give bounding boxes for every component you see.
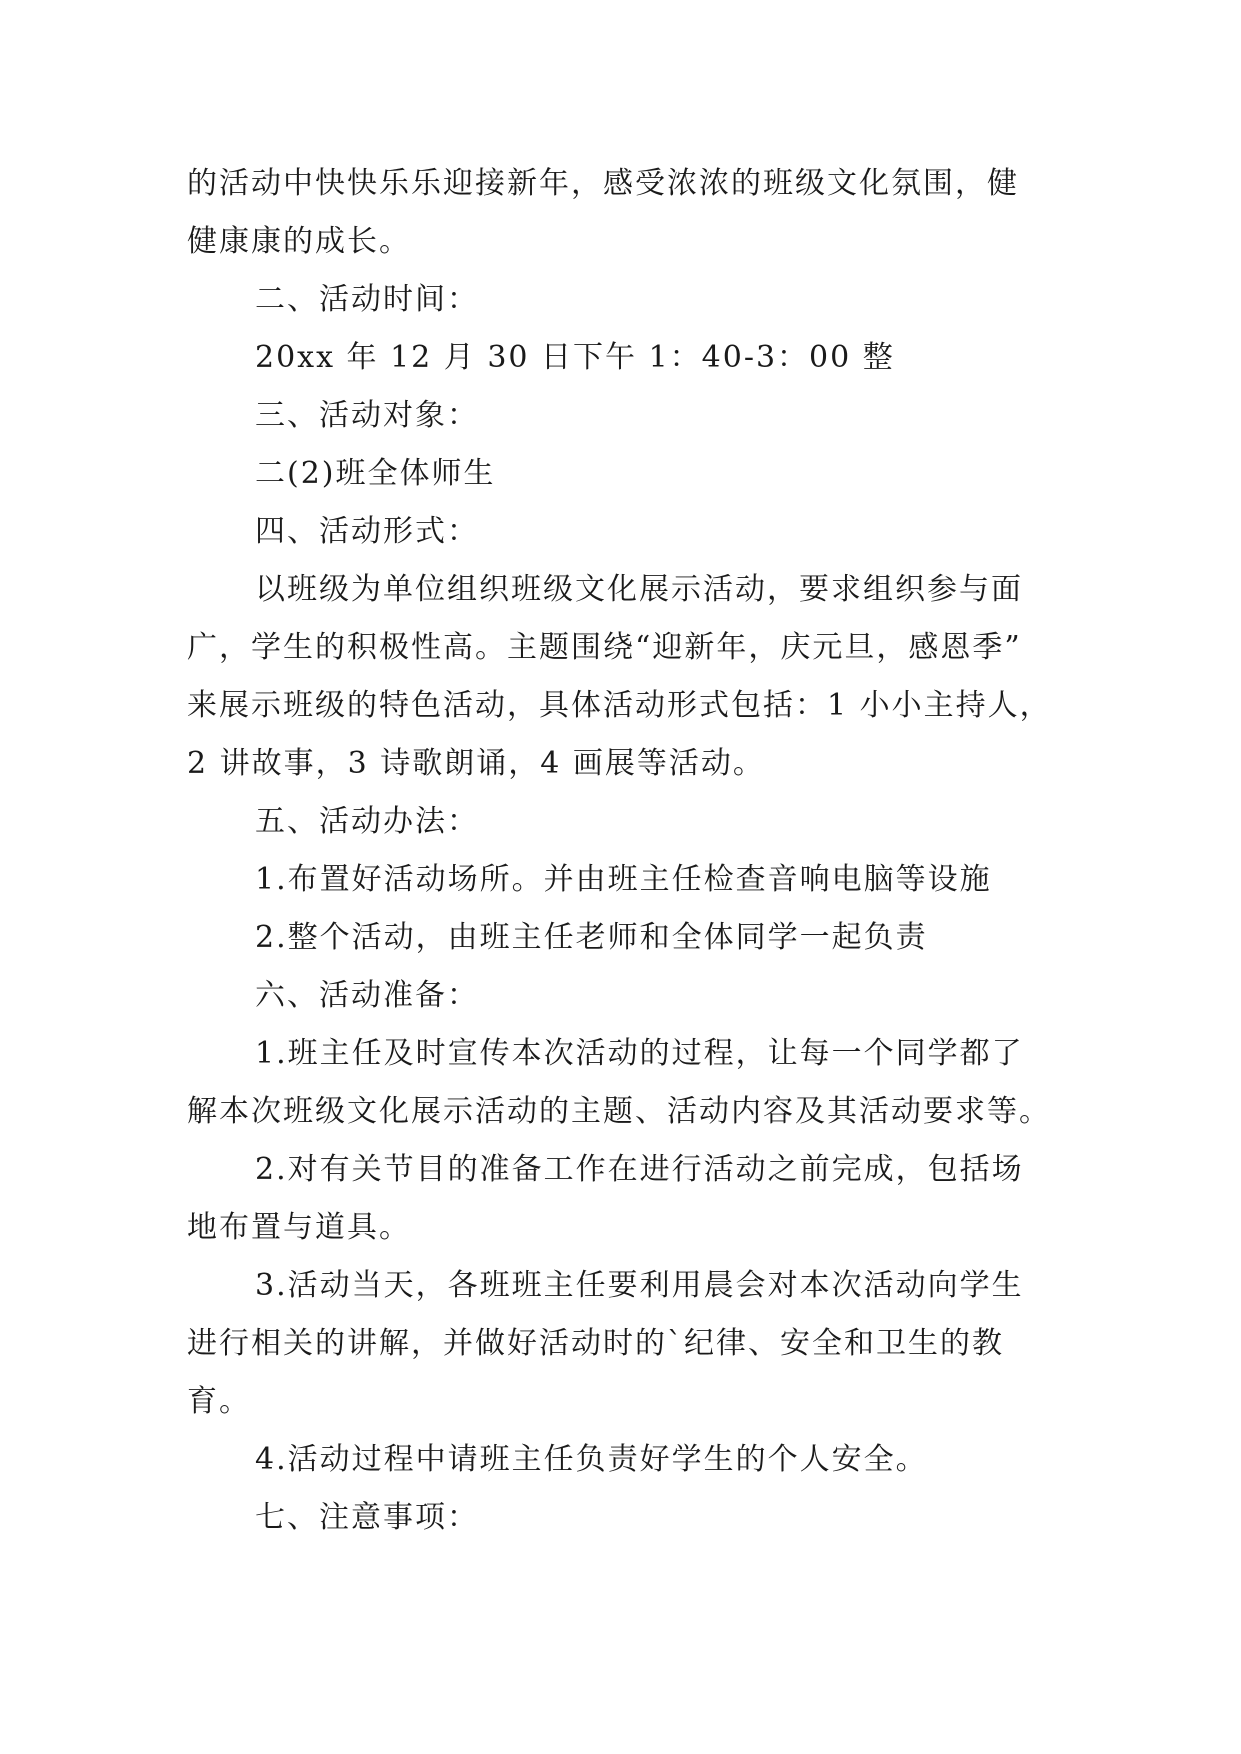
list-item: 1.布置好活动场所。并由班主任检查音响电脑等设施	[255, 862, 992, 897]
paragraph-line: 广，学生的积极性高。主题围绕“迎新年，庆元旦，感恩季”	[187, 630, 1022, 665]
paragraph-line: 以班级为单位组织班级文化展示活动，要求组织参与面	[255, 572, 1023, 607]
list-item: 1.班主任及时宣传本次活动的过程，让每一个同学都了	[255, 1036, 1024, 1071]
list-item: 2.对有关节目的准备工作在进行活动之前完成，包括场	[255, 1152, 1024, 1187]
paragraph-line: 健康康的成长。	[187, 224, 411, 259]
section-heading: 二、活动时间：	[255, 282, 479, 317]
paragraph-line: 2 讲故事，3 诗歌朗诵，4 画展等活动。	[187, 746, 765, 781]
paragraph-line: 地布置与道具。	[187, 1210, 411, 1245]
section-heading: 五、活动办法：	[255, 804, 479, 839]
section-heading: 六、活动准备：	[255, 978, 479, 1013]
section-heading: 七、注意事项：	[255, 1500, 479, 1535]
paragraph-line: 进行相关的讲解，并做好活动时的`纪律、安全和卫生的教	[187, 1326, 1004, 1361]
paragraph-line: 的活动中快快乐乐迎接新年，感受浓浓的班级文化氛围，健	[187, 166, 1019, 201]
paragraph-line: 育。	[187, 1384, 251, 1419]
paragraph-line: 解本次班级文化展示活动的主题、活动内容及其活动要求等。	[187, 1094, 1051, 1129]
list-item: 3.活动当天，各班班主任要利用晨会对本次活动向学生	[255, 1268, 1024, 1303]
section-heading: 三、活动对象：	[255, 398, 479, 433]
paragraph-line: 二(2)班全体师生	[255, 456, 496, 491]
list-item: 4.活动过程中请班主任负责好学生的个人安全。	[255, 1442, 928, 1477]
paragraph-line: 来展示班级的特色活动，具体活动形式包括：1 小小主持人，	[187, 688, 1052, 723]
section-heading: 四、活动形式：	[255, 514, 479, 549]
paragraph-line: 20xx 年 12 月 30 日下午 1：40-3：00 整	[255, 340, 895, 375]
list-item: 2.整个活动，由班主任老师和全体同学一起负责	[255, 920, 928, 955]
